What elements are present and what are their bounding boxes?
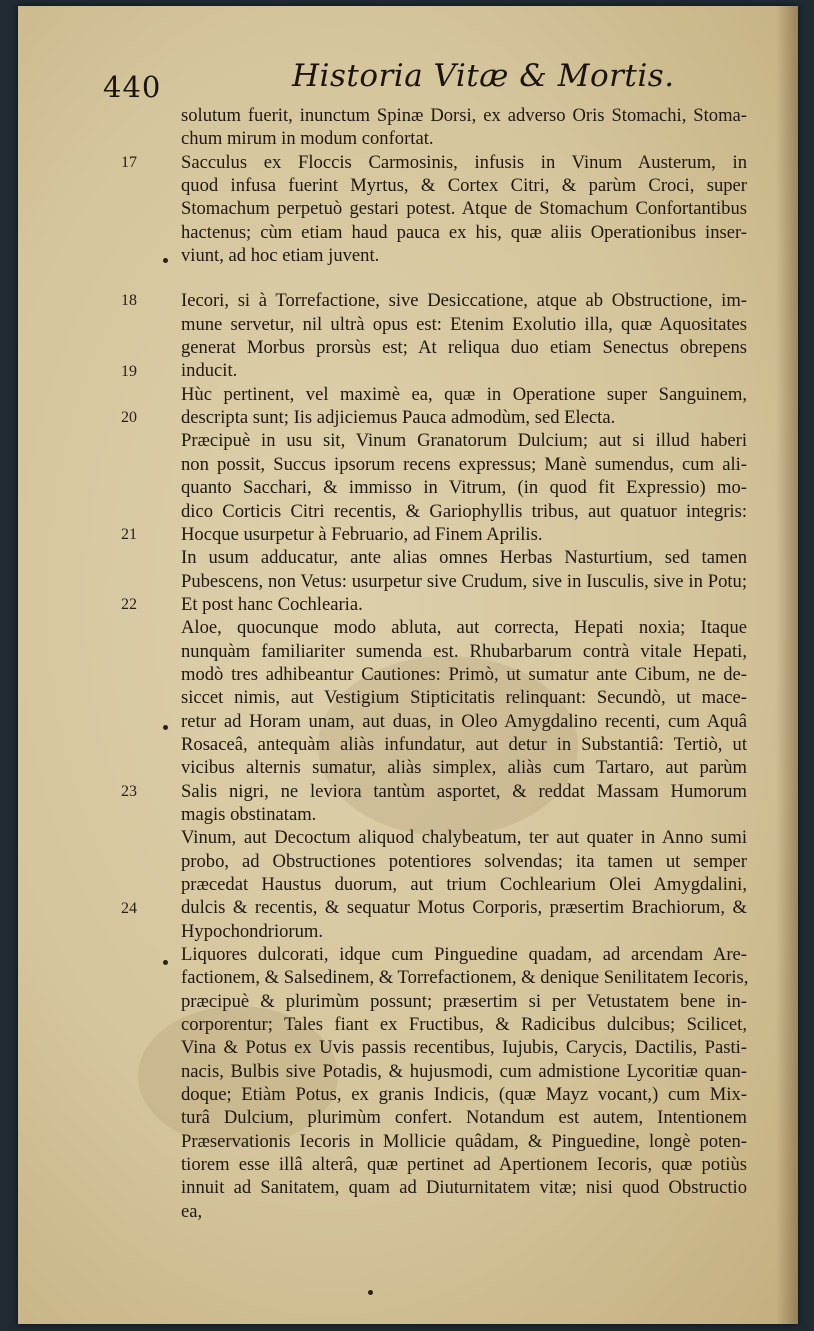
text-line: Stomachum perpetuò gestari potest. Atque de Stomachum Confortantibus	[181, 198, 747, 220]
margin-number: 20	[121, 409, 137, 427]
text-line: doque; Etiàm Potus, ex granis Indicis, (quæ Mayz vocant,) cum Mix-	[181, 1084, 747, 1106]
text-line: Aloe, quocunque modo abluta, aut correcta, Hepati noxia; Itaque	[181, 617, 747, 639]
text-line: chum mirum in modum confortat.	[181, 128, 434, 150]
text-line: nacis, Bulbis sive Potadis, & hujusmodi, cum admistione Lycoritiæ quan-	[181, 1060, 747, 1082]
body-text	[181, 104, 747, 1223]
text-line: corporentur; Tales fiant ex Fructibus, & Radicibus dulcibus; Scilicet,	[181, 1014, 747, 1036]
text-line: Iecori, si à Torrefactione, sive Desiccatione, atque ab Obstructione, im-	[181, 290, 747, 312]
text-line: modò tres adhibeantur Cautiones: Primò, ut sumatur ante Cibum, ne de-	[181, 663, 747, 685]
text-line: mune servetur, nil ultrà opus est: Etenim Exolutio illa, quæ Aquositates	[181, 313, 747, 335]
margin-number: 19	[121, 362, 137, 380]
text-line: In usum adducatur, ante alias omnes Herbas Nasturtium, sed tamen	[181, 547, 747, 569]
text-line: probo, ad Obstructiones potentiores solvendas; ita tamen ut semper	[181, 850, 747, 872]
text-line: Hocque usurpetur à Februario, ad Finem Aprilis.	[181, 523, 543, 545]
text-line: Et post hanc Cochlearia.	[181, 593, 363, 615]
running-head: Historia Vitæ & Mortis.	[292, 58, 675, 94]
text-line: dico Corticis Citri recentis, & Gariophyllis tribus, aut quatuor integris:	[181, 500, 747, 522]
text-line: tiorem esse illâ alterâ, quæ pertinet ad Apertionem Iecoris, quæ potiùs	[181, 1154, 747, 1176]
text-line: quod infusa fuerint Myrtus, & Cortex Citri, & parùm Croci, super	[181, 175, 747, 197]
text-line: solutum fuerit, inunctum Spinæ Dorsi, ex adverso Oris Stomachi, Stoma-	[181, 105, 747, 126]
text-line: turâ Dulcium, plurimùm confert. Notandum est autem, Intentionem	[181, 1107, 747, 1129]
text-line: Præservationis Iecoris in Mollicie quâdam, & Pinguedine, longè poten-	[181, 1130, 747, 1152]
text-line: quanto Sacchari, & immisso in Vitrum, (in quod fit Expressio) mo-	[181, 477, 747, 499]
margin-number: 21	[121, 525, 137, 543]
text-line: innuit ad Sanitatem, quam ad Diuturnitatem vitæ; nisi quod Obstructio	[181, 1177, 747, 1199]
text-line: præcipuè & plurimùm possunt; præsertim si per Vetustatem bene in-	[181, 990, 747, 1012]
margin-number: 24	[121, 899, 137, 917]
text-line: Hypochondriorum.	[181, 920, 324, 942]
text-line: Rosaceâ, antequàm aliàs infundatur, aut detur in Substantiâ: Tertiò, ut	[181, 733, 747, 755]
text-line: non possit, Succus ipsorum recens expressus; Manè sumendus, cum ali-	[181, 453, 747, 475]
margin-dot	[368, 1290, 373, 1295]
text-line: ea,	[181, 1200, 203, 1222]
margin-number: 18	[121, 292, 137, 310]
margin-dot	[163, 960, 168, 965]
text-line: descripta sunt; Iis adjiciemus Pauca admodùm, sed Electa.	[181, 407, 616, 429]
text-line: Præcipuè in usu sit, Vinum Granatorum Dulcium; aut si illud haberi	[181, 430, 747, 452]
text-line: vicibus alternis sumatur, aliàs simplex, aliàs cum Tartaro, aut parùm	[181, 757, 747, 779]
text-line: factionem, & Salsedinem, & Torrefactionem, & denique Senilitatem Iecoris,	[181, 967, 749, 989]
text-line: hactenus; cùm etiam haud pauca ex his, quæ aliis Operationibus inser-	[181, 221, 747, 243]
text-line: Sacculus ex Floccis Carmosinis, infusis in Vinum Austerum, in	[181, 151, 747, 173]
text-line: inducit.	[181, 360, 238, 382]
text-line: Salis nigri, ne leviora tantùm asportet, & reddat Massam Humorum	[181, 780, 747, 802]
margin-dot	[163, 725, 168, 730]
paragraph-gap	[181, 267, 747, 289]
text-line: Vinum, aut Decoctum aliquod chalybeatum, ter aut quater in Anno sumi	[181, 827, 747, 849]
margin-number: 23	[121, 782, 137, 800]
margin-number: 22	[121, 596, 137, 613]
text-line: generat Morbus prorsùs est; At reliqua duo etiam Senectus obrepens	[181, 337, 747, 359]
page-spine-shadow	[776, 6, 798, 1324]
text-line: magis obstinatam.	[181, 803, 317, 825]
text-line: nunquàm familiariter sumenda est. Rhubarbarum contrà vitale Hepati,	[181, 640, 747, 662]
text-line: viunt, ad hoc etiam juvent.	[181, 245, 380, 267]
text-line: Vina & Potus ex Uvis passis recentibus, Iujubis, Carycis, Dactilis, Pasti-	[181, 1037, 747, 1059]
margin-dot	[163, 258, 168, 263]
page-number: 440	[103, 70, 162, 104]
text-line: dulcis & recentis, & sequatur Motus Corporis, præsertim Brachiorum, &	[181, 897, 747, 919]
text-line: siccet nimis, aut Vestigium Stipticitatis relinquant: Secundò, ut mace-	[181, 687, 747, 709]
text-line: Pubescens, non Vetus: usurpetur sive Crudum, sive in Iusculis, sive in Potu;	[181, 570, 747, 592]
text-line: Hùc pertinent, vel maximè ea, quæ in Operatione super Sanguinem,	[181, 383, 747, 405]
text-line: præcedat Haustus duorum, aut trium Cochlearium Olei Amygdalini,	[181, 874, 747, 895]
text-line: Liquores dulcorati, idque cum Pinguedine quadam, ad arcendam Are-	[181, 944, 747, 966]
margin-number: 17	[121, 153, 137, 171]
text-line: retur ad Horam unam, aut duas, in Oleo Amygdalino recenti, cum Aquâ	[181, 710, 747, 732]
